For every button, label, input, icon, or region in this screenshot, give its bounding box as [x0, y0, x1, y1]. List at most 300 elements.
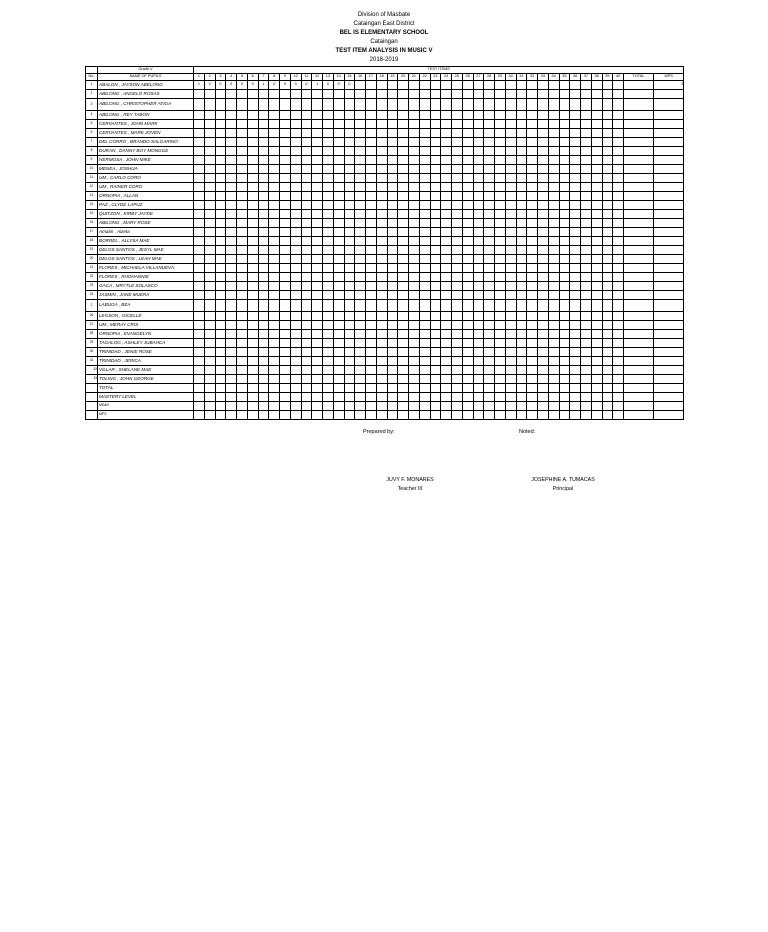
item-score-cell [194, 300, 205, 312]
item-score-cell [323, 183, 334, 192]
table-row [86, 201, 684, 210]
item-score-cell [613, 228, 624, 237]
item-score-cell [226, 330, 237, 339]
summary-cell [624, 402, 654, 411]
item-score-cell [452, 90, 463, 99]
item-score-cell [452, 111, 463, 120]
item-score-cell [570, 147, 581, 156]
item-score-cell [344, 348, 355, 357]
summary-cell [269, 402, 280, 411]
item-number-header: 6 [247, 74, 258, 81]
item-score-cell [516, 81, 527, 90]
item-score-cell [548, 201, 559, 210]
item-score-cell [280, 246, 291, 255]
item-number-header: 22 [419, 74, 430, 81]
item-score-cell [591, 312, 602, 321]
item-score-cell [344, 255, 355, 264]
item-score-cell [527, 111, 538, 120]
item-score-cell [333, 120, 344, 129]
pupil-name: TRINIDAD , JERICA [98, 357, 194, 366]
item-score-cell [355, 174, 366, 183]
pupil-name: QUITZON , KIRBY JAYDE [98, 210, 194, 219]
item-score-cell [548, 120, 559, 129]
item-score-cell [387, 219, 398, 228]
summary-cell [323, 384, 334, 393]
pupil-name: DEL CORRO , BRANDO SALGARINO [98, 138, 194, 147]
summary-cell [409, 411, 420, 420]
item-score-cell [462, 375, 473, 384]
item-score-cell [441, 273, 452, 282]
item-score-cell [376, 81, 387, 90]
item-score-cell [312, 264, 323, 273]
item-score-cell [355, 348, 366, 357]
item-score-cell [194, 90, 205, 99]
summary-cell [570, 384, 581, 393]
item-score-cell [215, 348, 226, 357]
item-score-cell [559, 339, 570, 348]
item-score-cell [258, 129, 269, 138]
item-score-cell [409, 366, 420, 375]
test-items-label: TEST ITEMS [194, 67, 684, 74]
pupil-name: UM , MERAY CRIS [98, 321, 194, 330]
item-score-cell [441, 330, 452, 339]
summary-cell [323, 393, 334, 402]
item-score-cell [247, 228, 258, 237]
item-score-cell [280, 147, 291, 156]
item-score-cell [462, 156, 473, 165]
item-score-cell [462, 174, 473, 183]
summary-cell [226, 384, 237, 393]
item-score-cell [452, 219, 463, 228]
summary-cell [495, 411, 506, 420]
item-score-cell [215, 366, 226, 375]
item-score-cell [516, 156, 527, 165]
table-row [86, 81, 684, 90]
item-score-cell [355, 291, 366, 300]
item-score-cell [462, 255, 473, 264]
table-row [86, 348, 684, 357]
item-score-cell [376, 147, 387, 156]
item-score-cell [290, 156, 301, 165]
item-score-cell [387, 264, 398, 273]
item-score-cell [484, 321, 495, 330]
item-score-cell [344, 366, 355, 375]
item-score-cell [409, 174, 420, 183]
item-score-cell [591, 291, 602, 300]
summary-cell [462, 393, 473, 402]
item-score-cell [366, 81, 377, 90]
item-score-cell [462, 264, 473, 273]
item-score-cell [419, 219, 430, 228]
item-score-cell [237, 129, 248, 138]
item-score-cell [462, 330, 473, 339]
summary-cell [215, 402, 226, 411]
item-score-cell [452, 228, 463, 237]
item-score-cell [280, 183, 291, 192]
item-score-cell [355, 165, 366, 174]
summary-cell [591, 384, 602, 393]
item-score-cell [527, 264, 538, 273]
item-score-cell [376, 330, 387, 339]
item-score-cell [398, 291, 409, 300]
item-score-cell [581, 111, 592, 120]
item-score-cell [204, 120, 215, 129]
item-score-cell [559, 300, 570, 312]
item-score-cell [570, 330, 581, 339]
item-score-cell [387, 201, 398, 210]
item-score-cell [452, 321, 463, 330]
total-score-cell [624, 210, 654, 219]
item-score-cell [484, 366, 495, 375]
item-score-cell [333, 165, 344, 174]
item-score-cell [237, 219, 248, 228]
item-score-cell [269, 246, 280, 255]
item-score-cell [419, 156, 430, 165]
item-score-cell [269, 147, 280, 156]
item-score-cell [505, 129, 516, 138]
item-score-cell [527, 156, 538, 165]
item-score-cell [398, 90, 409, 99]
item-score-cell [538, 375, 549, 384]
item-score-cell [462, 201, 473, 210]
item-score-cell [333, 237, 344, 246]
item-score-cell [419, 291, 430, 300]
item-number-header: 31 [516, 74, 527, 81]
mps-score-cell [654, 321, 684, 330]
summary-cell [355, 384, 366, 393]
item-score-cell [301, 321, 312, 330]
item-score-cell [473, 348, 484, 357]
item-score-cell [559, 183, 570, 192]
item-score-cell [484, 375, 495, 384]
mps-score-cell [654, 237, 684, 246]
item-score-cell [441, 192, 452, 201]
item-score-cell [290, 147, 301, 156]
item-score-cell [452, 237, 463, 246]
item-score-cell [548, 255, 559, 264]
item-score-cell [204, 237, 215, 246]
item-score-cell [516, 339, 527, 348]
item-score-cell [473, 246, 484, 255]
item-score-cell [613, 81, 624, 90]
item-score-cell [376, 210, 387, 219]
item-score-cell [430, 330, 441, 339]
item-score-cell [344, 147, 355, 156]
item-score-cell [312, 273, 323, 282]
item-score-cell [398, 255, 409, 264]
item-score-cell [280, 156, 291, 165]
item-score-cell [387, 321, 398, 330]
item-score-cell [355, 156, 366, 165]
item-score-cell [484, 282, 495, 291]
item-score-cell [613, 273, 624, 282]
item-score-cell [269, 312, 280, 321]
table-row [86, 282, 684, 291]
item-score-cell [333, 228, 344, 237]
item-score-cell [312, 357, 323, 366]
summary-cell [409, 393, 420, 402]
item-score-cell [419, 192, 430, 201]
item-score-cell [312, 165, 323, 174]
item-score-cell [258, 183, 269, 192]
mps-score-cell [654, 219, 684, 228]
item-score-cell [215, 219, 226, 228]
item-score-cell [280, 330, 291, 339]
item-score-cell [495, 357, 506, 366]
item-score-cell [215, 165, 226, 174]
item-score-cell [430, 237, 441, 246]
item-score-cell [215, 339, 226, 348]
item-score-cell [495, 291, 506, 300]
item-score-cell [269, 90, 280, 99]
item-score-cell [613, 339, 624, 348]
item-score-cell [473, 291, 484, 300]
summary-cell [376, 393, 387, 402]
item-score-cell [527, 183, 538, 192]
total-score-cell [624, 228, 654, 237]
item-score-cell [452, 147, 463, 156]
summary-cell [237, 393, 248, 402]
item-score-cell [226, 291, 237, 300]
item-score-cell [570, 246, 581, 255]
item-score-cell [366, 282, 377, 291]
item-score-cell [290, 129, 301, 138]
summary-cell [376, 411, 387, 420]
item-score-cell [398, 228, 409, 237]
item-score-cell [226, 129, 237, 138]
item-score-cell [419, 111, 430, 120]
summary-cell [269, 393, 280, 402]
item-score-cell [290, 210, 301, 219]
item-score-cell [280, 264, 291, 273]
item-score-cell [441, 147, 452, 156]
item-score-cell [527, 366, 538, 375]
item-score-cell [430, 246, 441, 255]
item-score-cell [538, 219, 549, 228]
item-score-cell [312, 339, 323, 348]
summary-cell [538, 393, 549, 402]
item-score-cell [204, 147, 215, 156]
item-score-cell [344, 174, 355, 183]
item-number-header: 32 [527, 74, 538, 81]
item-score-cell [323, 321, 334, 330]
item-score-cell [452, 282, 463, 291]
item-score-cell [516, 237, 527, 246]
item-score-cell [333, 147, 344, 156]
item-score-cell [366, 165, 377, 174]
item-score-cell [602, 300, 613, 312]
item-score-cell [602, 273, 613, 282]
item-score-cell [333, 264, 344, 273]
item-score-cell [323, 192, 334, 201]
total-score-cell [624, 255, 654, 264]
item-score-cell [194, 273, 205, 282]
item-score-cell [301, 156, 312, 165]
item-score-cell [430, 339, 441, 348]
item-score-cell [226, 192, 237, 201]
table-row [86, 246, 684, 255]
item-score-cell [462, 138, 473, 147]
pupil-name: FLORES , MICHAELA VILLANUEVA [98, 264, 194, 273]
item-score-cell [441, 219, 452, 228]
item-score-cell [462, 237, 473, 246]
item-score-cell [441, 183, 452, 192]
item-score-cell [527, 120, 538, 129]
summary-cell [505, 402, 516, 411]
item-score-cell: 0 [269, 81, 280, 90]
item-score-cell [527, 228, 538, 237]
item-score-cell [516, 183, 527, 192]
item-score-cell [258, 201, 269, 210]
item-score-cell [430, 300, 441, 312]
item-score-cell [194, 165, 205, 174]
item-score-cell [581, 264, 592, 273]
item-score-cell [376, 375, 387, 384]
summary-cell [495, 384, 506, 393]
item-score-cell [194, 237, 205, 246]
item-score-cell [559, 81, 570, 90]
item-score-cell [505, 282, 516, 291]
item-score-cell [538, 312, 549, 321]
item-score-cell [505, 138, 516, 147]
item-score-cell [204, 300, 215, 312]
item-score-cell [484, 237, 495, 246]
item-score-cell [441, 99, 452, 111]
item-number-header: 27 [473, 74, 484, 81]
item-score-cell [258, 120, 269, 129]
item-score-cell [430, 192, 441, 201]
item-score-cell [194, 312, 205, 321]
summary-cell [441, 393, 452, 402]
item-score-cell [570, 81, 581, 90]
table-row [86, 90, 684, 99]
item-score-cell [301, 120, 312, 129]
item-score-cell [581, 156, 592, 165]
pupil-name: CERVANTES , MARK JOVEN [98, 129, 194, 138]
item-score-cell: 0 [215, 81, 226, 90]
pupil-name: TRINIDAD , JENIE ROSE [98, 348, 194, 357]
item-score-cell [441, 255, 452, 264]
item-score-cell [409, 147, 420, 156]
summary-cell [462, 384, 473, 393]
item-score-cell [366, 300, 377, 312]
item-score-cell [516, 90, 527, 99]
item-score-cell [581, 339, 592, 348]
item-score-cell [462, 348, 473, 357]
item-score-cell [376, 219, 387, 228]
item-number-header: 1 [194, 74, 205, 81]
item-score-cell [613, 99, 624, 111]
item-score-cell [301, 111, 312, 120]
pupil-number: 23 [86, 282, 98, 291]
item-score-cell [602, 120, 613, 129]
item-score-cell [247, 219, 258, 228]
item-score-cell [495, 282, 506, 291]
item-score-cell [484, 246, 495, 255]
item-score-cell [387, 330, 398, 339]
item-score-cell [570, 300, 581, 312]
mean-row [86, 402, 684, 411]
item-score-cell [430, 201, 441, 210]
item-score-cell [559, 90, 570, 99]
pupil-number: 32 [86, 366, 98, 375]
item-score-cell [290, 165, 301, 174]
item-score-cell [538, 120, 549, 129]
item-score-cell [430, 264, 441, 273]
item-score-cell [247, 330, 258, 339]
mps-score-cell [654, 330, 684, 339]
item-score-cell [290, 330, 301, 339]
item-number-header: 14 [333, 74, 344, 81]
item-score-cell [247, 312, 258, 321]
pupil-name: JASMIN , JANE MUERA [98, 291, 194, 300]
summary-cell [473, 384, 484, 393]
item-score-cell [430, 366, 441, 375]
item-score-cell [409, 90, 420, 99]
item-score-cell [462, 282, 473, 291]
item-number-header: 25 [452, 74, 463, 81]
item-score-cell [247, 129, 258, 138]
item-score-cell [215, 330, 226, 339]
item-score-cell [355, 237, 366, 246]
item-score-cell [409, 255, 420, 264]
item-score-cell [323, 174, 334, 183]
item-score-cell [602, 201, 613, 210]
item-score-cell [462, 312, 473, 321]
item-score-cell [226, 99, 237, 111]
item-score-cell [516, 300, 527, 312]
item-score-cell [591, 210, 602, 219]
item-score-cell [452, 201, 463, 210]
item-score-cell [495, 174, 506, 183]
item-score-cell [538, 192, 549, 201]
item-score-cell [398, 210, 409, 219]
item-score-cell [516, 357, 527, 366]
item-score-cell [301, 330, 312, 339]
item-score-cell [548, 375, 559, 384]
summary-cell [484, 384, 495, 393]
item-score-cell [269, 111, 280, 120]
item-score-cell [538, 273, 549, 282]
item-score-cell [484, 273, 495, 282]
item-score-cell [312, 192, 323, 201]
item-score-cell [570, 129, 581, 138]
item-score-cell [441, 264, 452, 273]
item-score-cell [495, 81, 506, 90]
item-number-header: 11 [301, 74, 312, 81]
item-score-cell [258, 264, 269, 273]
item-score-cell [462, 120, 473, 129]
item-score-cell [247, 183, 258, 192]
item-score-cell [430, 183, 441, 192]
item-score-cell [591, 237, 602, 246]
item-score-cell [473, 81, 484, 90]
item-score-cell [344, 273, 355, 282]
item-score-cell [247, 174, 258, 183]
item-score-cell [237, 291, 248, 300]
item-score-cell [387, 81, 398, 90]
item-score-cell [538, 264, 549, 273]
item-score-cell [323, 375, 334, 384]
item-score-cell [237, 90, 248, 99]
item-score-cell [204, 99, 215, 111]
item-score-cell [323, 300, 334, 312]
item-score-cell [581, 219, 592, 228]
item-score-cell [237, 111, 248, 120]
item-score-cell [419, 165, 430, 174]
summary-cell [527, 384, 538, 393]
item-score-cell [591, 300, 602, 312]
